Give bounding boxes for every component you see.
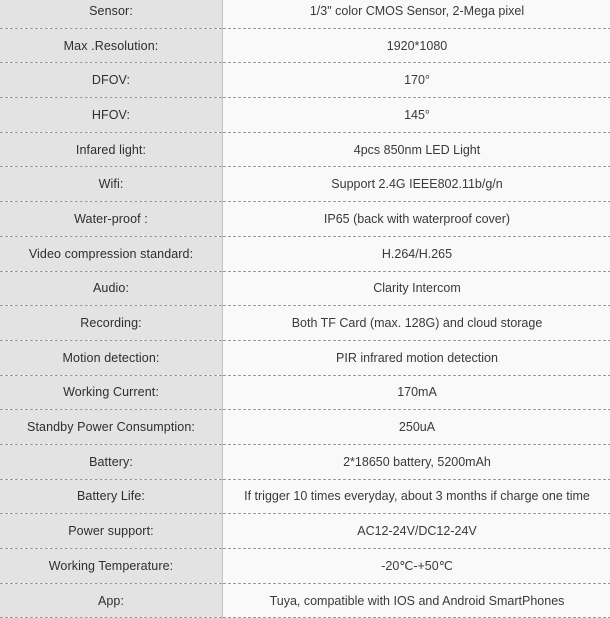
- spec-label: Water-proof :: [0, 202, 223, 237]
- spec-value: 170mA: [223, 375, 610, 410]
- table-row: [0, 236, 610, 271]
- spec-value: Both TF Card (max. 128G) and cloud storage: [223, 306, 610, 341]
- spec-label: Motion detection:: [0, 340, 223, 375]
- spec-label: Audio:: [0, 271, 223, 306]
- table-row: [0, 132, 610, 167]
- table-row: [0, 63, 610, 98]
- spec-value: 1920*1080: [223, 28, 610, 63]
- spec-label: DFOV:: [0, 63, 223, 98]
- spec-value: 145°: [223, 98, 610, 133]
- spec-label: HFOV:: [0, 98, 223, 133]
- table-row: [0, 514, 610, 549]
- spec-value: 1/3" color CMOS Sensor, 2-Mega pixel: [223, 0, 610, 28]
- spec-label: Infared light:: [0, 132, 223, 167]
- spec-value: 2*18650 battery, 5200mAh: [223, 444, 610, 479]
- spec-label: Working Temperature:: [0, 549, 223, 584]
- spec-label: Battery:: [0, 444, 223, 479]
- table-row: [0, 549, 610, 584]
- table-row: [0, 98, 610, 133]
- table-row: [0, 28, 610, 63]
- table-row: [0, 375, 610, 410]
- spec-value: Clarity Intercom: [223, 271, 610, 306]
- table-row: [0, 271, 610, 306]
- spec-label: Max .Resolution:: [0, 28, 223, 63]
- spec-value: Support 2.4G IEEE802.11b/g/n: [223, 167, 610, 202]
- spec-value: Tuya, compatible with IOS and Android SmartPhones: [223, 583, 610, 618]
- spec-label: Working Current:: [0, 375, 223, 410]
- table-row: [0, 444, 610, 479]
- spec-label: Power support:: [0, 514, 223, 549]
- spec-value: IP65 (back with waterproof cover): [223, 202, 610, 237]
- spec-label: Battery Life:: [0, 479, 223, 514]
- spec-label: Wifi:: [0, 167, 223, 202]
- table-row: [0, 479, 610, 514]
- spec-value: H.264/H.265: [223, 236, 610, 271]
- spec-value: If trigger 10 times everyday, about 3 months if charge one time: [223, 479, 610, 514]
- spec-value: 4pcs 850nm LED Light: [223, 132, 610, 167]
- spec-label: Video compression standard:: [0, 236, 223, 271]
- spec-value: AC12-24V/DC12-24V: [223, 514, 610, 549]
- spec-label: Sensor:: [0, 0, 223, 28]
- table-row: [0, 410, 610, 445]
- table-row: [0, 306, 610, 341]
- table-row: [0, 0, 610, 28]
- table-row: [0, 340, 610, 375]
- table-row: [0, 167, 610, 202]
- table-row: [0, 202, 610, 237]
- spec-value: 250uA: [223, 410, 610, 445]
- spec-value: PIR infrared motion detection: [223, 340, 610, 375]
- spec-label: Standby Power Consumption:: [0, 410, 223, 445]
- spec-label: Recording:: [0, 306, 223, 341]
- spec-value: 170°: [223, 63, 610, 98]
- table-row: [0, 583, 610, 618]
- spec-value: -20℃-+50℃: [223, 549, 610, 584]
- spec-label: App:: [0, 583, 223, 618]
